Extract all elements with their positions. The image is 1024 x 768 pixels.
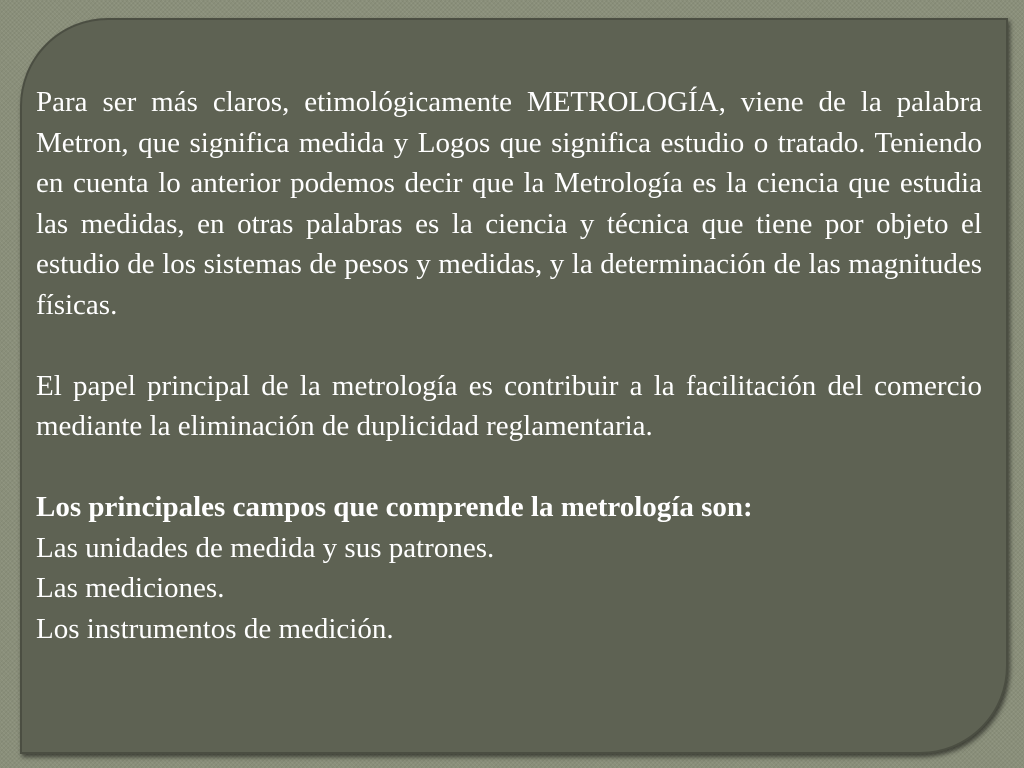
paragraph-main-role: El papel principal de la metrología es contribuir a la facilitación del comercio mediante la eliminación de duplicidad reglamentaria.	[36, 369, 982, 442]
paragraph-spacer	[36, 325, 982, 366]
fields-heading: Los principales campos que comprende la metrología son:	[36, 491, 753, 523]
field-item-units: Las unidades de medida y sus patrones.	[36, 531, 495, 564]
field-item-instruments: Los instrumentos de medición.	[36, 612, 394, 645]
field-item-measurements: Las mediciones.	[36, 572, 225, 604]
paragraph-etymology: Para ser más claros, etimológicamente METROLOGÍA, viene de la palabra Metron, que significa medida y Logos que significa estudio o tratado. Teniendo en cuenta lo anterior podemos decir que la Metrología es la ciencia que estudia las medidas, en otras palabras es la ciencia y técnica que tiene por objeto el estudio de los sistemas de pesos y medidas, y la determinación de las magnitudes físicas.	[36, 86, 982, 321]
paragraph-spacer	[36, 447, 982, 488]
slide-text-body	[36, 82, 982, 649]
slide-content-panel	[20, 18, 1008, 754]
